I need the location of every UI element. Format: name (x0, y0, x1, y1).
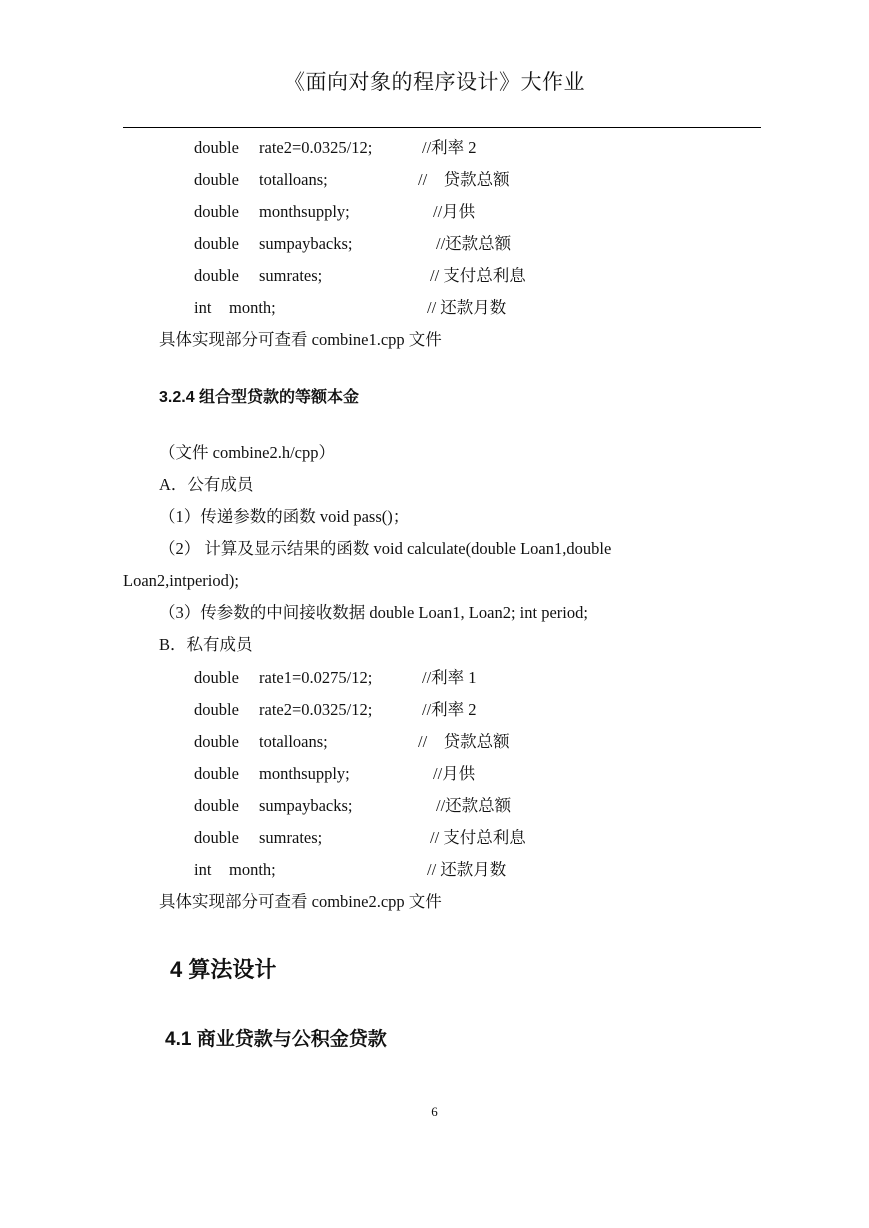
implementation-note: 具体实现部分可查看 combine2.cpp 文件 (159, 892, 442, 911)
member-type: double (194, 700, 239, 719)
member-comment: //月供 (433, 202, 476, 221)
member-name: monthsupply; (259, 764, 350, 783)
member-name: monthsupply; (259, 202, 350, 221)
member-name: sumpaybacks; (259, 796, 353, 815)
section-heading-4-1: 4.1 商业贷款与公积金贷款 (165, 1029, 387, 1050)
member-name: rate2=0.0325/12; (259, 138, 373, 157)
member-name: totalloans; (259, 170, 328, 189)
member-name: month; (229, 860, 276, 879)
member-comment: // 还款月数 (427, 298, 507, 317)
section-heading-3-2-4: 3.2.4 组合型贷款的等额本金 (159, 389, 360, 406)
member-type: int (194, 298, 212, 317)
member-type: double (194, 234, 239, 253)
member-comment: // 还款月数 (427, 860, 507, 879)
running-header-title: 《面向对象的程序设计》大作业 (284, 70, 585, 94)
member-type: double (194, 202, 239, 221)
member-comment: //利率 2 (422, 138, 477, 157)
member-comment: //还款总额 (436, 234, 512, 253)
public-item-2: （2） 计算及显示结果的函数 void calculate(double Loan1,double (159, 539, 612, 558)
public-members-heading: A．公有成员 (159, 475, 254, 494)
member-name: sumrates; (259, 828, 323, 847)
member-comment: //月供 (433, 764, 476, 783)
member-type: int (194, 860, 212, 879)
member-type: double (194, 764, 239, 783)
member-name: sumpaybacks; (259, 234, 353, 253)
member-name: month; (229, 298, 276, 317)
member-comment: // 贷款总额 (418, 732, 510, 751)
member-name: sumrates; (259, 266, 323, 285)
member-comment: //还款总额 (436, 796, 512, 815)
member-type: double (194, 170, 239, 189)
member-type: double (194, 668, 239, 687)
header-rule (123, 127, 761, 128)
public-item-3: （3）传参数的中间接收数据 double Loan1, Loan2; int period; (159, 603, 588, 622)
member-comment: //利率 2 (422, 700, 477, 719)
member-name: rate2=0.0325/12; (259, 700, 373, 719)
member-comment: // 支付总利息 (430, 828, 526, 847)
public-item-1: （1）传递参数的函数 void pass()； (159, 507, 410, 526)
member-name: totalloans; (259, 732, 328, 751)
private-members-heading: B．私有成员 (159, 635, 253, 654)
member-name: rate1=0.0275/12; (259, 668, 373, 687)
member-type: double (194, 266, 239, 285)
member-comment: // 支付总利息 (430, 266, 526, 285)
member-type: double (194, 828, 239, 847)
member-type: double (194, 796, 239, 815)
member-type: double (194, 732, 239, 751)
section-heading-4: 4 算法设计 (170, 957, 277, 982)
member-type: double (194, 138, 239, 157)
implementation-note: 具体实现部分可查看 combine1.cpp 文件 (159, 330, 442, 349)
member-comment: // 贷款总额 (418, 170, 510, 189)
page-number: 6 (431, 1104, 438, 1119)
member-comment: //利率 1 (422, 668, 477, 687)
file-note: （文件 combine2.h/cpp） (159, 443, 335, 462)
public-item-2-continued: Loan2,intperiod); (123, 571, 239, 590)
